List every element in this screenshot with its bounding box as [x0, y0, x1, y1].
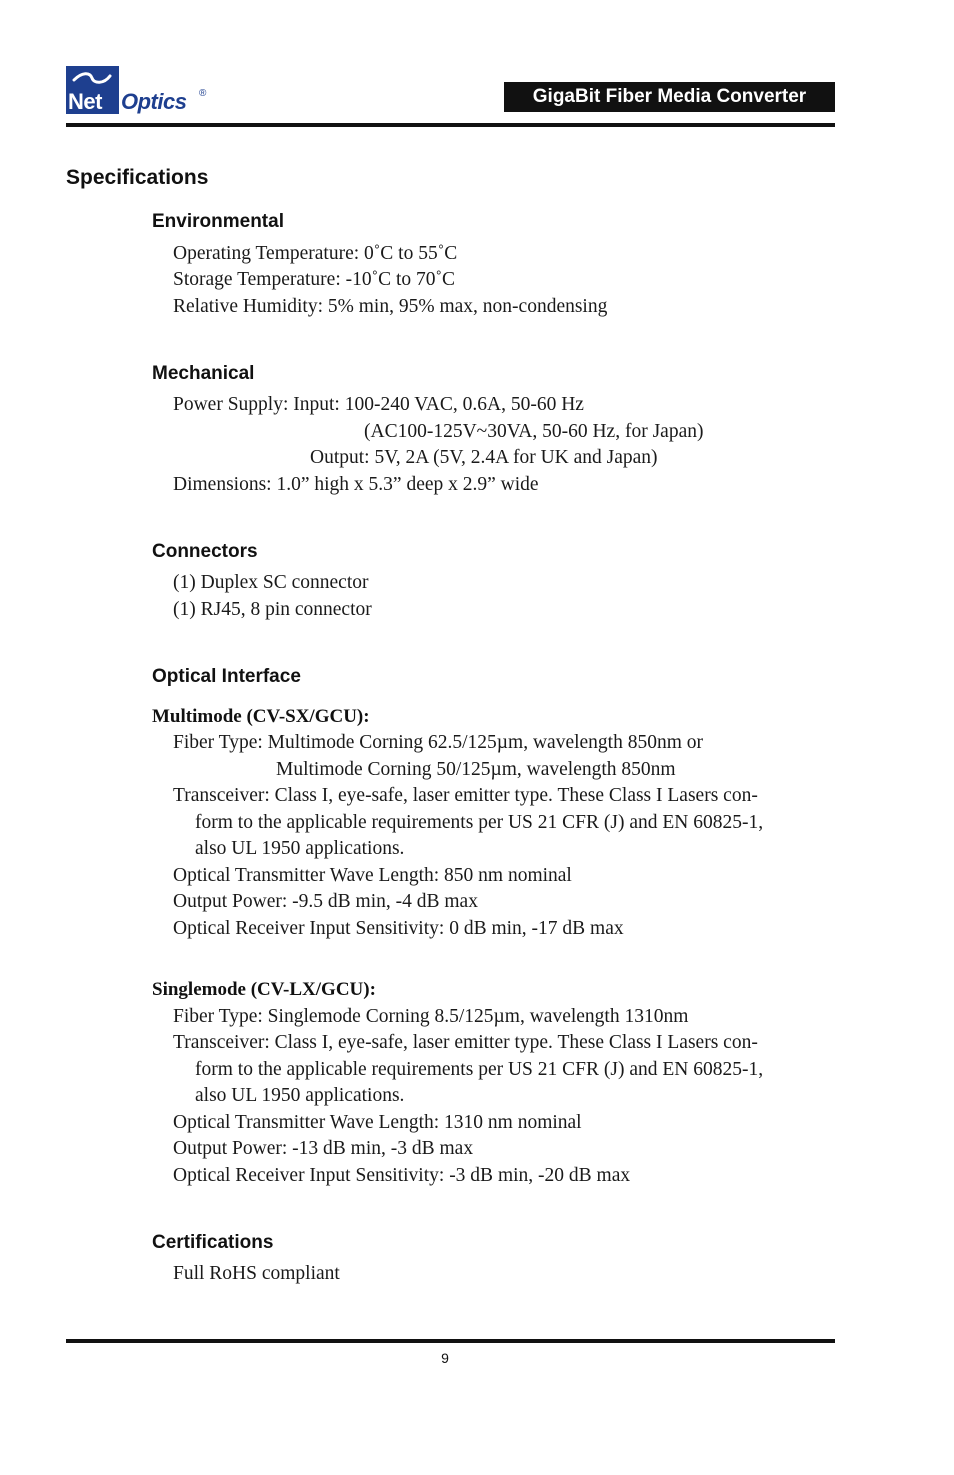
subheading-singlemode: Singlemode (CV-LX/GCU):	[152, 979, 376, 1000]
spec-line: Full RoHS compliant	[173, 1263, 340, 1284]
spec-line: (1) RJ45, 8 pin connector	[173, 599, 372, 620]
spec-line: Transceiver: Class I, eye-safe, laser emitter type. These Class I Lasers con-	[173, 785, 758, 806]
spec-line: Transceiver: Class I, eye-safe, laser emitter type. These Class I Lasers con-	[173, 1032, 758, 1053]
subheading-multimode: Multimode (CV-SX/GCU):	[152, 706, 370, 727]
wave-icon	[72, 71, 112, 85]
spec-line: Output Power: -9.5 dB min, -4 dB max	[173, 891, 478, 912]
section-heading-mechanical: Mechanical	[152, 363, 255, 384]
registered-mark: ®	[199, 88, 207, 99]
section-heading-connectors: Connectors	[152, 541, 258, 562]
spec-line: Power Supply: Input: 100-240 VAC, 0.6A, 50-60 Hz	[173, 394, 584, 415]
spec-line: Optical Transmitter Wave Length: 850 nm nominal	[173, 865, 572, 886]
spec-line: Relative Humidity: 5% min, 95% max, non-condensing	[173, 296, 608, 317]
spec-line: Fiber Type: Multimode Corning 62.5/125µm, wavelength 850nm or	[173, 732, 704, 753]
spec-line: Multimode Corning 50/125µm, wavelength 850nm	[276, 759, 676, 780]
spec-line: also UL 1950 applications.	[195, 1085, 405, 1106]
spec-line: Operating Temperature: 0˚C to 55˚C	[173, 243, 458, 264]
spec-line: Optical Receiver Input Sensitivity: 0 dB min, -17 dB max	[173, 918, 624, 939]
net-optics-logo	[66, 66, 236, 116]
spec-line: Output: 5V, 2A (5V, 2.4A for UK and Japan)	[310, 447, 658, 468]
logo-net-text: Net	[68, 89, 102, 114]
section-heading-certifications: Certifications	[152, 1232, 274, 1253]
header-rule	[66, 123, 835, 127]
section-heading-optical-interface: Optical Interface	[152, 666, 301, 687]
spec-line: Storage Temperature: -10˚C to 70˚C	[173, 269, 456, 290]
spec-line: Optical Transmitter Wave Length: 1310 nm nominal	[173, 1112, 582, 1133]
page-title: Specifications	[66, 166, 209, 189]
logo-mark	[66, 66, 119, 114]
spec-line: (AC100-125V~30VA, 50-60 Hz, for Japan)	[364, 421, 704, 442]
footer-rule	[66, 1339, 835, 1343]
section-heading-environmental: Environmental	[152, 211, 284, 232]
spec-line: Fiber Type: Singlemode Corning 8.5/125µm, wavelength 1310nm	[173, 1006, 689, 1027]
spec-line: form to the applicable requirements per US 21 CFR (J) and EN 60825-1,	[195, 1059, 764, 1080]
product-title-banner: GigaBit Fiber Media Converter	[504, 82, 835, 112]
page-number: 9	[441, 1350, 449, 1366]
logo-optics-text: Optics	[121, 89, 187, 114]
spec-line: Optical Receiver Input Sensitivity: -3 dB min, -20 dB max	[173, 1165, 631, 1186]
spec-line: also UL 1950 applications.	[195, 838, 405, 859]
spec-line: form to the applicable requirements per US 21 CFR (J) and EN 60825-1,	[195, 812, 764, 833]
spec-line: Dimensions: 1.0” high x 5.3” deep x 2.9” wide	[173, 474, 539, 495]
spec-line: Output Power: -13 dB min, -3 dB max	[173, 1138, 474, 1159]
spec-line: (1) Duplex SC connector	[173, 572, 369, 593]
